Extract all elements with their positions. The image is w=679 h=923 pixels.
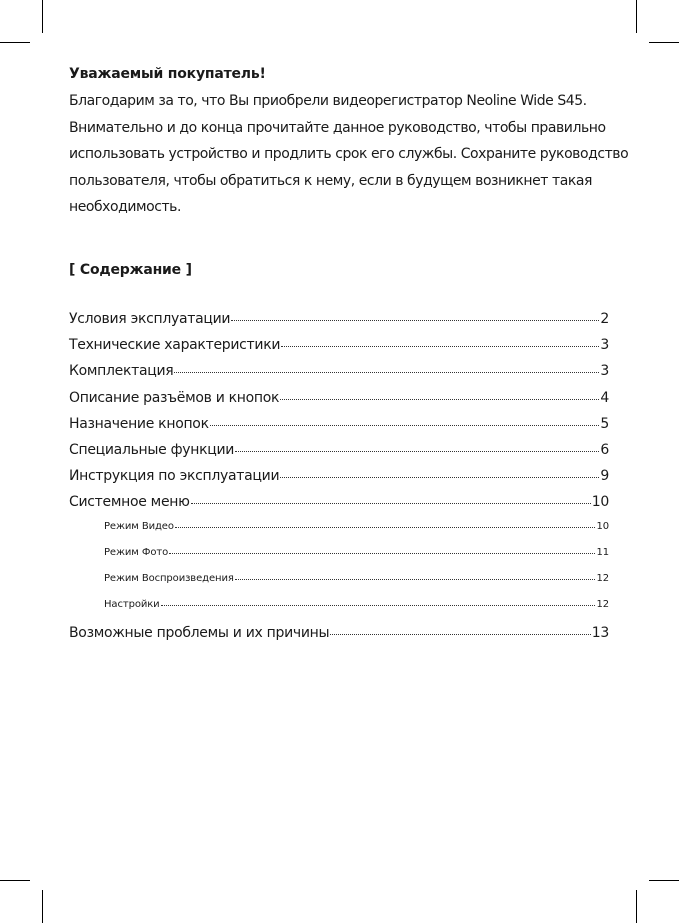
toc-dot-leader — [235, 451, 599, 452]
crop-mark-bottom-right-vertical — [636, 890, 637, 923]
toc-entry — [69, 468, 609, 494]
intro-line: использовать устройство и продлить срок его службы. Сохраните руководство — [69, 146, 629, 163]
toc-entry-title: Системное меню — [69, 494, 190, 511]
toc-dot-leader — [280, 399, 599, 400]
toc-entry-title: Описание разъёмов и кнопок — [69, 389, 280, 406]
crop-mark-top-right-horizontal — [649, 42, 679, 43]
toc-dot-leader — [191, 503, 591, 504]
toc-entry-title: Комплектация — [69, 363, 174, 380]
crop-mark-bottom-right-horizontal — [649, 880, 679, 881]
intro-line: Внимательно и до конца прочитайте данное руководство, чтобы правильно — [69, 119, 606, 136]
toc-page-number: 5 — [600, 415, 609, 432]
toc-entry-title: Настройки — [104, 599, 160, 611]
crop-mark-bottom-left-horizontal — [0, 880, 30, 881]
toc-dot-leader — [175, 527, 596, 528]
toc-dot-leader — [210, 425, 600, 426]
toc-entry-title: Возможные проблемы и их причины — [69, 625, 330, 642]
toc-page-number: 4 — [600, 389, 609, 406]
intro-paragraph — [69, 88, 629, 221]
toc-entry-title: Режим Видео — [104, 520, 174, 532]
toc-subentry — [69, 547, 609, 573]
toc-page-number: 13 — [591, 625, 609, 642]
toc-page-number: 11 — [596, 546, 609, 558]
toc-page-number: 12 — [596, 572, 609, 584]
intro-line: пользователя, чтобы обратиться к нему, если в будущем возникнет такая — [69, 172, 592, 189]
toc-entry-title: Технические характеристики — [69, 337, 281, 354]
intro-line: Благодарим за то, что Вы приобрели видеорегистратор Neoline Wide S45. — [69, 93, 587, 109]
toc-entry — [69, 494, 609, 520]
toc-dot-leader — [169, 553, 595, 554]
toc-entry — [69, 625, 609, 651]
toc-page-number: 3 — [600, 337, 609, 354]
toc-subentry — [69, 521, 609, 547]
toc-page-number: 10 — [591, 494, 609, 511]
toc-entry — [69, 442, 609, 468]
crop-mark-top-left-vertical — [42, 0, 43, 33]
crop-mark-bottom-left-vertical — [42, 890, 43, 923]
crop-mark-top-right-vertical — [636, 0, 637, 33]
toc-dot-leader — [231, 320, 599, 321]
toc-dot-leader — [280, 477, 599, 478]
toc-entry — [69, 416, 609, 442]
toc-page-number: 6 — [600, 441, 609, 458]
toc-entry — [69, 311, 609, 337]
toc-page-number: 10 — [596, 520, 609, 532]
toc-dot-leader — [330, 634, 590, 635]
toc-page-number: 2 — [600, 311, 609, 327]
contents-heading: [ Содержание ] — [69, 262, 192, 278]
toc-page-number: 12 — [596, 599, 609, 611]
toc-dot-leader — [174, 372, 599, 373]
toc-entry-title: Специальные функции — [69, 441, 235, 458]
toc-subentry — [69, 573, 609, 599]
toc-dot-leader — [161, 605, 596, 606]
intro-line: необходимость. — [69, 199, 181, 216]
toc-subentry — [69, 599, 609, 625]
toc-entry — [69, 337, 609, 363]
toc-entry-title: Режим Воспроизведения — [104, 572, 234, 584]
toc-entry — [69, 363, 609, 389]
toc-page-number: 9 — [600, 468, 609, 485]
crop-mark-top-left-horizontal — [0, 42, 30, 43]
toc-dot-leader — [281, 346, 599, 347]
toc-entry-title: Условия эксплуатации — [69, 311, 231, 327]
toc-entry-title: Назначение кнопок — [69, 415, 209, 432]
toc-entry-title: Режим Фото — [104, 546, 169, 558]
toc-dot-leader — [235, 579, 596, 580]
toc-page-number: 3 — [600, 363, 609, 380]
toc-entry — [69, 390, 609, 416]
greeting-heading: Уважаемый покупатель! — [69, 66, 266, 82]
toc-entry-title: Инструкция по эксплуатации — [69, 468, 280, 485]
table-of-contents — [69, 311, 609, 651]
